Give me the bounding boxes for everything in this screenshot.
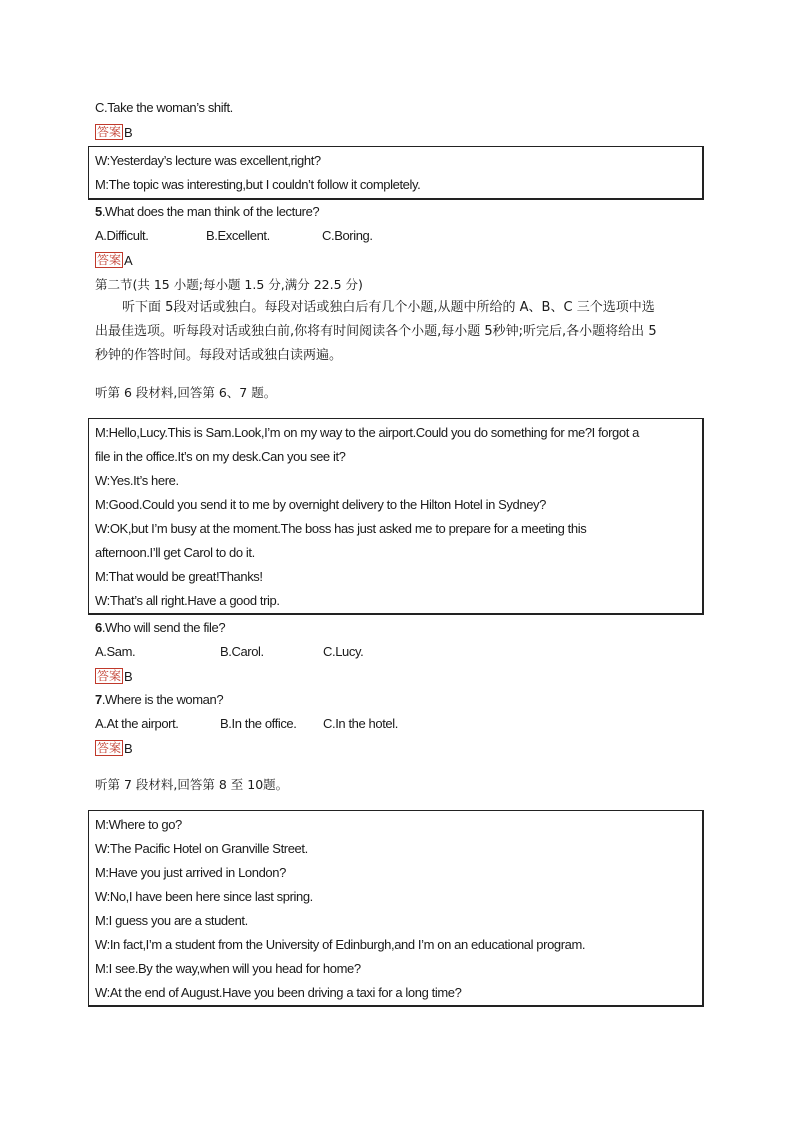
q5-option-a: A.Difficult. bbox=[95, 228, 149, 243]
answer-label: 答案 bbox=[97, 741, 122, 755]
q7-number: 7 bbox=[95, 692, 102, 707]
instructions-line-1: 听下面 5段对话或独白。每段对话或独白后有几个小题,从题中所给的 A、B、C 三个选项中选 bbox=[122, 300, 655, 315]
q7-answer: B bbox=[124, 740, 133, 756]
dialogue-line: M:Where to go? bbox=[95, 817, 182, 832]
dialogue-line: W:That’s all right.Have a good trip. bbox=[95, 593, 280, 608]
q7-text: .Where is the woman? bbox=[101, 692, 224, 707]
q7-option-b: B.In the office. bbox=[220, 716, 297, 731]
dialogue-line: W:In fact,I’m a student from the University of Edinburgh,and I’m on an educational program. bbox=[95, 937, 586, 952]
q5-option-c: C.Boring. bbox=[322, 228, 373, 243]
dialogue-line: afternoon.I’ll get Carol to do it. bbox=[95, 545, 255, 560]
q7-option-a: A.At the airport. bbox=[95, 716, 179, 731]
q5-stem bbox=[95, 204, 319, 220]
answer-label: 答案 bbox=[97, 253, 122, 267]
q4-option-c: C.Take the woman’s shift. bbox=[95, 100, 233, 115]
q5-option-b: B.Excellent. bbox=[206, 228, 270, 243]
q5-answer: A bbox=[124, 252, 133, 268]
dialogue-line: W:Yes.It’s here. bbox=[95, 473, 179, 488]
dialogue-box-2 bbox=[88, 418, 704, 615]
passage-7-intro: 听第 7 段材料,回答第 8 至 10题。 bbox=[95, 777, 289, 792]
dialogue-line: file in the office.It’s on my desk.Can you see it? bbox=[95, 449, 346, 464]
dialogue-line: M:Have you just arrived in London? bbox=[95, 865, 286, 880]
dialogue-line: M:Hello,Lucy.This is Sam.Look,I’m on my way to the airport.Could you do something for me?I forgot a bbox=[95, 425, 639, 440]
instructions-line-2: 出最佳选项。听每段对话或独白前,你将有时间阅读各个小题,每小题 5秒钟;听完后,各小题将给出 5 bbox=[95, 324, 657, 339]
q6-number: 6 bbox=[95, 620, 102, 635]
q6-answer-row bbox=[95, 667, 133, 685]
dialogue-line: M:Good.Could you send it to me by overnight delivery to the Hilton Hotel in Sydney? bbox=[95, 497, 546, 512]
q4-answer: B bbox=[124, 124, 133, 140]
dialogue-line: M:I see.By the way,when will you head for home? bbox=[95, 961, 361, 976]
dialogue-line: M:The topic was interesting,but I couldn’t follow it completely. bbox=[95, 177, 421, 192]
dialogue-box-3 bbox=[88, 810, 704, 1007]
dialogue-line: W:The Pacific Hotel on Granville Street. bbox=[95, 841, 308, 856]
q6-stem bbox=[95, 620, 225, 636]
dialogue-line: M:That would be great!Thanks! bbox=[95, 569, 263, 584]
dialogue-line: W:Yesterday’s lecture was excellent,right? bbox=[95, 153, 321, 168]
q7-option-c: C.In the hotel. bbox=[323, 716, 398, 731]
instructions-line-3: 秒钟的作答时间。每段对话或独白读两遍。 bbox=[95, 348, 343, 363]
q6-option-c: C.Lucy. bbox=[323, 644, 364, 659]
q6-answer: B bbox=[124, 668, 133, 684]
q5-number: 5 bbox=[95, 204, 102, 219]
dialogue-box-1 bbox=[88, 146, 704, 200]
dialogue-line: W:At the end of August.Have you been driving a taxi for a long time? bbox=[95, 985, 462, 1000]
dialogue-line: M:I guess you are a student. bbox=[95, 913, 248, 928]
q5-answer-row bbox=[95, 251, 133, 269]
q7-answer-row bbox=[95, 739, 133, 757]
q6-text: .Who will send the file? bbox=[101, 620, 226, 635]
q6-option-b: B.Carol. bbox=[220, 644, 264, 659]
q6-option-a: A.Sam. bbox=[95, 644, 136, 659]
answer-label: 答案 bbox=[97, 125, 122, 139]
q5-text: .What does the man think of the lecture? bbox=[101, 204, 320, 219]
q7-stem bbox=[95, 692, 223, 708]
section-2-title: 第二节(共 15 小题;每小题 1.5 分,满分 22.5 分) bbox=[95, 277, 363, 292]
answer-label: 答案 bbox=[97, 669, 122, 683]
q4-answer-row bbox=[95, 123, 133, 141]
dialogue-line: W:OK,but I’m busy at the moment.The boss has just asked me to prepare for a meeting this bbox=[95, 521, 587, 536]
dialogue-line: W:No,I have been here since last spring. bbox=[95, 889, 313, 904]
passage-6-intro: 听第 6 段材料,回答第 6、7 题。 bbox=[95, 385, 277, 400]
